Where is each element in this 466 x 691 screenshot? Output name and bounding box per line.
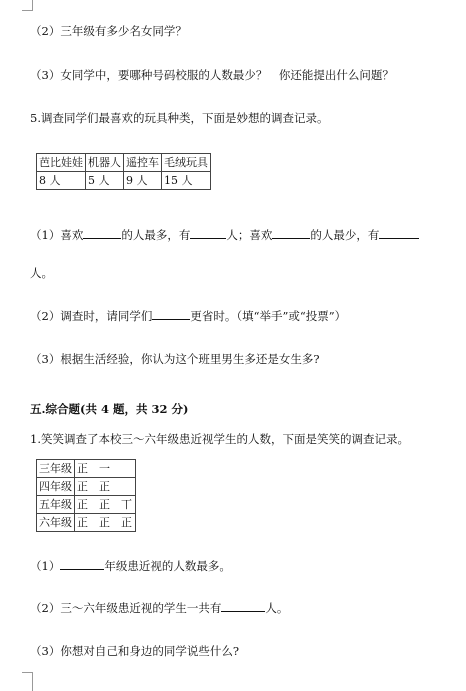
answer-blank[interactable] xyxy=(152,308,190,320)
page-corner-mark-top xyxy=(22,0,33,11)
toy-survey-table xyxy=(36,153,211,190)
table-header-cell: 遥控车 xyxy=(124,154,162,172)
answer-blank[interactable] xyxy=(60,558,104,570)
text-segment: 的人最少，有 xyxy=(310,228,380,242)
table-row xyxy=(37,496,136,514)
text-segment: 的人最多，有 xyxy=(121,228,191,242)
text-segment: （1） xyxy=(30,559,61,573)
table-cell: 8 人 xyxy=(37,172,86,190)
question-5-1-tail: 人。 xyxy=(30,266,53,280)
answer-blank[interactable] xyxy=(379,227,419,239)
question-2-girls-count: （2）三年级有多少名女同学？ xyxy=(30,24,187,38)
table-row xyxy=(37,514,136,532)
question-1-2 xyxy=(30,600,288,616)
text-segment: （2）三～六年级患近视的学生一共有 xyxy=(30,601,222,615)
tally-cell: 正 正 正 xyxy=(75,514,136,532)
grade-cell: 三年级 xyxy=(37,460,75,478)
tally-cell: 正 正 xyxy=(75,478,136,496)
question-5-2 xyxy=(30,308,346,324)
table-cell: 5 人 xyxy=(86,172,124,190)
page-corner-mark-bottom xyxy=(22,672,33,691)
myopia-survey-table xyxy=(36,459,136,532)
answer-blank[interactable] xyxy=(83,227,121,239)
text-segment: 人；喜欢 xyxy=(226,228,273,242)
text-segment: 人。 xyxy=(265,601,289,615)
table-header-cell: 芭比娃娃 xyxy=(37,154,86,172)
tally-cell: 正 一 xyxy=(75,460,136,478)
table-row xyxy=(37,172,211,190)
table-row xyxy=(37,478,136,496)
question-5-intro: 5.调查同学们最喜欢的玩具种类，下面是妙想的调查记录。 xyxy=(30,111,329,125)
text-segment: 年级患近视的人数最多。 xyxy=(104,559,231,573)
table-row xyxy=(37,460,136,478)
question-1-1 xyxy=(30,558,231,574)
question-1-intro: 1.笑笑调查了本校三～六年级患近视学生的人数，下面是笑笑的调查记录。 xyxy=(30,432,409,446)
section-title-comprehensive: 五.综合题(共 4 题，共 32 分) xyxy=(30,402,189,416)
question-3-uniform-size: （3）女同学中，要哪种号码校服的人数最少？ 你还能提出什么问题？ xyxy=(30,68,394,82)
question-5-3: （3）根据生活经验，你认为这个班里男生多还是女生多? xyxy=(30,352,320,366)
answer-blank[interactable] xyxy=(221,600,265,612)
table-row xyxy=(37,154,211,172)
tally-cell: 正 正 丅 xyxy=(75,496,136,514)
table-cell: 9 人 xyxy=(124,172,162,190)
grade-cell: 五年级 xyxy=(37,496,75,514)
grade-cell: 六年级 xyxy=(37,514,75,532)
question-5-1 xyxy=(30,227,419,243)
grade-cell: 四年级 xyxy=(37,478,75,496)
text-segment: 更省时。（填“举手”或“投票”） xyxy=(190,309,347,323)
question-1-3: （3）你想对自己和身边的同学说些什么? xyxy=(30,644,239,658)
answer-blank[interactable] xyxy=(272,227,310,239)
table-header-cell: 机器人 xyxy=(86,154,124,172)
table-cell: 15 人 xyxy=(162,172,211,190)
text-segment: （1）喜欢 xyxy=(30,228,84,242)
answer-blank[interactable] xyxy=(190,227,226,239)
table-header-cell: 毛绒玩具 xyxy=(162,154,211,172)
text-segment: （2）调查时，请同学们 xyxy=(30,309,153,323)
